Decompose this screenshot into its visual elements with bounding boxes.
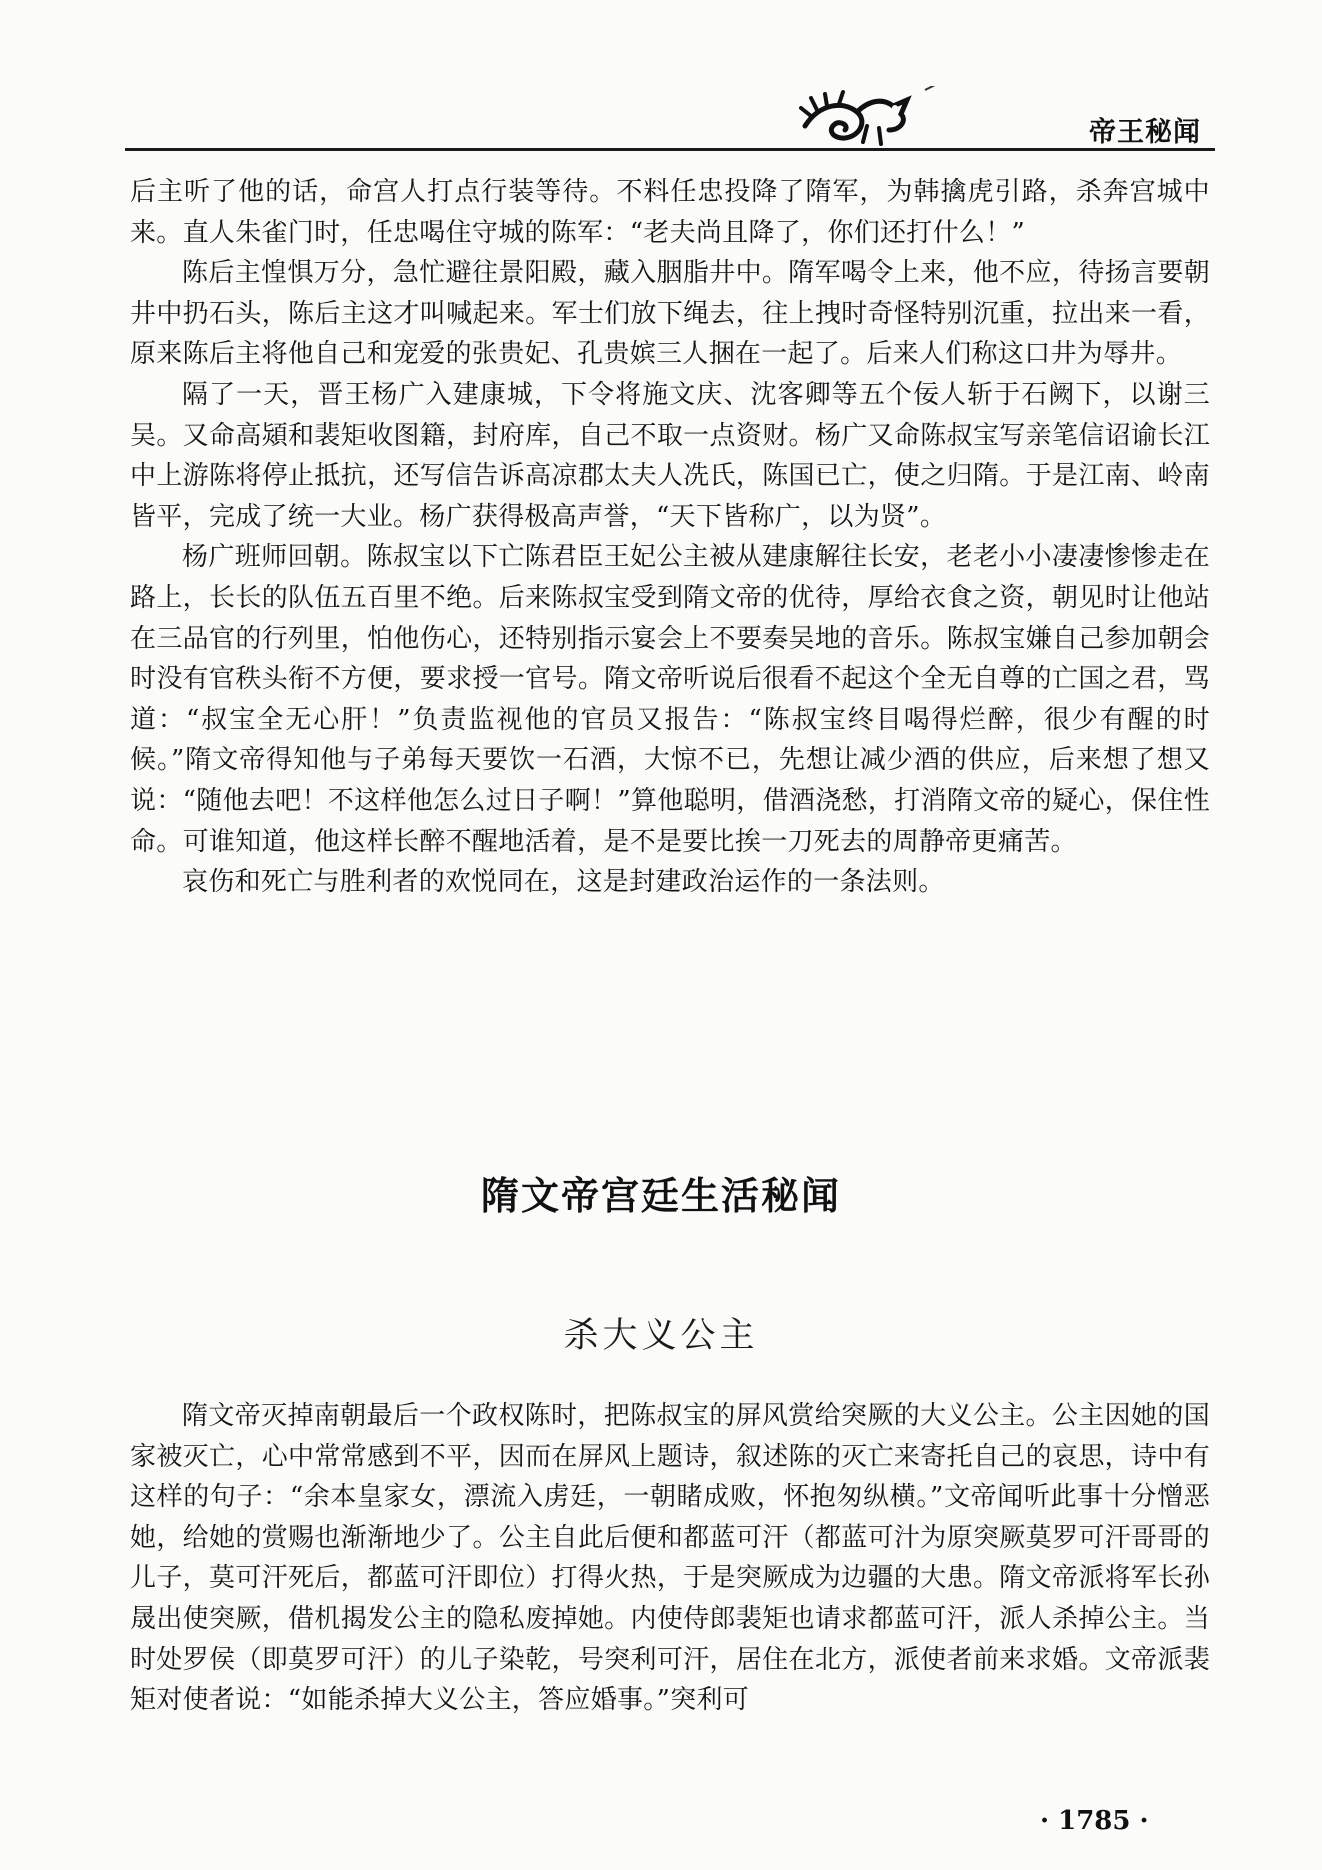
page-header (125, 86, 1215, 156)
page-number: · 1785 · (1040, 1806, 1149, 1836)
running-head: 帝王秘闻 (1089, 117, 1201, 148)
header-rule (125, 148, 1215, 151)
dragon-emblem-icon (797, 86, 975, 152)
subsection-title: 杀大义公主 (563, 1316, 759, 1356)
paragraph: 陈后主惶惧万分，急忙避往景阳殿，藏入胭脂井中。隋军喝令上来，他不应，待扬言要朝井中扔石头，陈后主这才叫喊起来。军士们放下绳去，往上拽时奇怪特别沉重，拉出来一看，原来陈后主将他自己和宠爱的张贵妃、孔贵嫔三人捆在一起了。后来人们称这口井为辱井。 (130, 258, 1210, 370)
paragraph: 杨广班师回朝。陈叔宝以下亡陈君臣王妃公主被从建康解往长安，老老小小凄凄惨惨走在路上，长长的队伍五百里不绝。后来陈叔宝受到隋文帝的优待，厚给衣食之资，朝见时让他站在三品官的行列里，怕他伤心，还特别指示宴会上不要奏吴地的音乐。陈叔宝嫌自己参加朝会时没有官秩头衔不方便，要求授一官号。隋文帝听说后很看不起这个全无自尊的亡国之君，骂道：“叔宝全无心肝！”负责监视他的官员又报告：“陈叔宝终目喝得烂醉，很少有醒的时候。”隋文帝得知他与子弟每天要饮一石酒，大惊不已，先想让减少酒的供应，后来想了想又说：“随他去吧！不这样他怎么过日子啊！”算他聪明，借酒浇愁，打消隋文帝的疑心，保住性命。可谁知道，他这样长醉不醒地活着，是不是要比挨一刀死去的周静帝更痛苦。 (130, 542, 1210, 857)
section2-body (130, 1396, 1210, 1721)
paragraph: 后主听了他的话，命宫人打点行装等待。不料任忠投降了隋军，为韩擒虎引路，杀奔宫城中来。直人朱雀门时，任忠喝住守城的陈军：“老夫尚且降了，你们还打什么！” (130, 177, 1210, 248)
paragraph: 隋文帝灭掉南朝最后一个政权陈时，把陈叔宝的屏风赏给突厥的大义公主。公主因她的国家被灭亡，心中常常感到不平，因而在屏风上题诗，叙述陈的灭亡来寄托自己的哀思，诗中有这样的句子：“余本皇家女，漂流入虏廷，一朝睹成败，怀抱匆纵横。”文帝闻听此事十分憎恶她，给她的赏赐也渐渐地少了。公主自此后便和都蓝可汗（都蓝可汁为原突厥莫罗可汗哥哥的儿子，莫可汗死后，都蓝可汗即位）打得火热，于是突厥成为边疆的大患。隋文帝派将军长孙晟出使突厥，借机揭发公主的隐私废掉她。内使侍郎裴矩也请求都蓝可汗，派人杀掉公主。当时处罗侯（即莫罗可汗）的儿子染乾，号突利可汗，居住在北方，派使者前来求婚。文帝派裴矩对使者说：“如能杀掉大义公主，答应婚事。”突利可 (130, 1401, 1210, 1716)
paragraph: 哀伤和死亡与胜利者的欢悦同在，这是封建政治运作的一条法则。 (182, 867, 945, 898)
paragraph: 隔了一天，晋王杨广入建康城，下令将施文庆、沈客卿等五个佞人斩于石阙下，以谢三吴。又命高熲和裴矩收图籍，封府库，自己不取一点资财。杨广又命陈叔宝写亲笔信诏谕长江中上游陈将停止抵抗，还写信告诉高凉郡太夫人冼氏，陈国已亡，使之归隋。于是江南、岭南皆平，完成了统一大业。杨广获得极高声誉，“天下皆称广，以为贤”。 (130, 379, 1210, 532)
section1-body (130, 172, 1210, 903)
section-title: 隋文帝宫廷生活秘闻 (480, 1174, 841, 1218)
